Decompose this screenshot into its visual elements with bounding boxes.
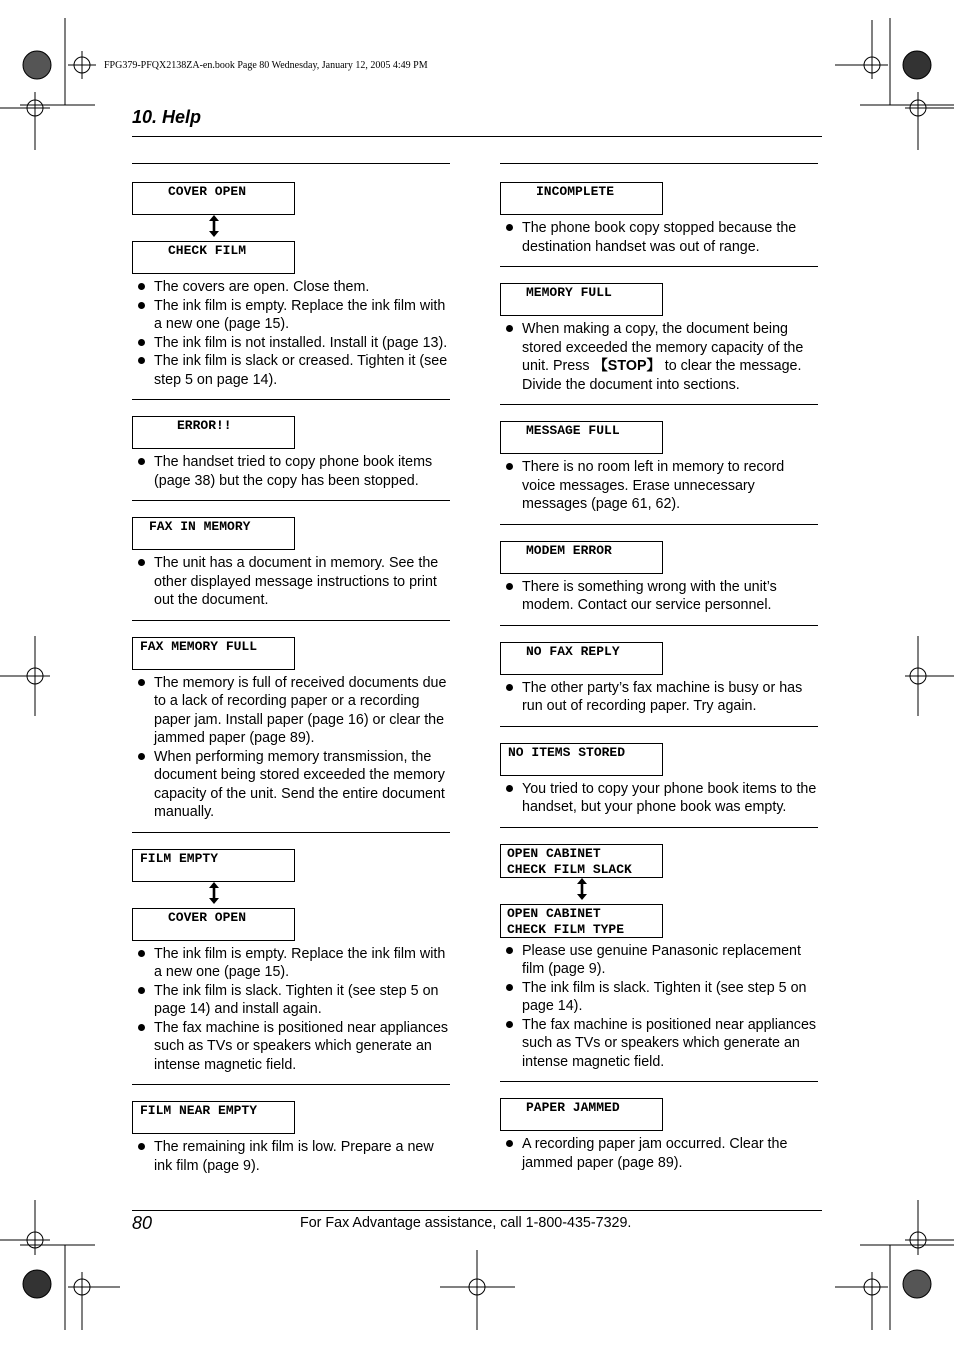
lcd-display [500, 283, 663, 316]
list-item: The ink film is empty. Replace the ink film with a new one (page 15). [132, 297, 452, 334]
section-paper-jammed [500, 1098, 820, 1172]
lcd-text-line: OPEN CABINET [507, 905, 601, 921]
lcd-text: MODEM ERROR [526, 542, 612, 558]
bullet-list [132, 945, 452, 1075]
lcd-display [500, 642, 663, 675]
section-separator [132, 163, 450, 164]
bullet-list [500, 942, 820, 1072]
bullet-list [500, 578, 820, 615]
section-fax-in-memory [132, 517, 452, 610]
up-down-arrow-icon [132, 882, 295, 908]
section-film-empty [132, 849, 452, 1075]
footer-rule [132, 1210, 822, 1211]
bullet-list [132, 674, 452, 822]
list-item: The unit has a document in memory. See the other displayed message instructions to print out the document. [132, 554, 452, 610]
bullet-list [500, 679, 820, 716]
stop-key-label: 【STOP】 [593, 358, 661, 374]
section-cover-open [132, 182, 452, 389]
lcd-display [132, 908, 295, 941]
section-separator [500, 726, 818, 727]
list-item: The ink film is slack. Tighten it (see step 5 on page 14) and install again. [132, 982, 452, 1019]
bullet-list [132, 453, 452, 490]
lcd-display [500, 182, 663, 215]
list-item: There is no room left in memory to record voice messages. Erase unnecessary messages (page 61, 62). [500, 458, 820, 514]
section-no-fax-reply [500, 642, 820, 716]
list-item: The memory is full of received documents due to a lack of recording paper or a recording paper jam. Install paper (page 16) or clear the jammed paper (page 89). [132, 674, 452, 748]
lcd-text: ERROR!! [177, 418, 232, 433]
lcd-text-line: CHECK FILM SLACK [507, 861, 632, 877]
bullet-list [500, 1135, 820, 1172]
file-info: FPG379-PFQX2138ZA-en.book Page 80 Wednesday, January 12, 2005 4:49 PM [104, 60, 428, 71]
lcd-display [500, 904, 663, 938]
list-item: The ink film is empty. Replace the ink film with a new one (page 15). [132, 945, 452, 982]
lcd-text: NO FAX REPLY [526, 643, 620, 659]
section-no-items-stored [500, 743, 820, 817]
lcd-display [500, 844, 663, 878]
list-item: The phone book copy stopped because the destination handset was out of range. [500, 219, 820, 256]
section-fax-memory-full [132, 637, 452, 822]
lcd-text: MEMORY FULL [526, 285, 612, 300]
lcd-display [132, 241, 295, 274]
section-separator [500, 266, 818, 267]
list-item: The fax machine is positioned near appliances such as TVs or speakers which generate an intense magnetic field. [132, 1019, 452, 1075]
up-down-arrow-icon [500, 878, 663, 904]
lcd-text: MESSAGE FULL [526, 423, 620, 438]
lcd-display [500, 541, 663, 574]
lcd-display [132, 849, 295, 882]
section-separator [132, 1084, 450, 1085]
section-separator [500, 524, 818, 525]
assistance-text: For Fax Advantage assistance, call 1-800-435-7329. [300, 1215, 632, 1231]
left-column [132, 163, 452, 1175]
lcd-text: INCOMPLETE [536, 184, 615, 199]
lcd-display [132, 517, 295, 550]
lcd-display [500, 421, 663, 454]
section-incomplete [500, 182, 820, 256]
list-item: The ink film is slack. Tighten it (see step 5 on page 14). [500, 979, 820, 1016]
list-item: You tried to copy your phone book items to the handset, but your phone book was empty. [500, 780, 820, 817]
section-separator [500, 827, 818, 828]
section-separator [500, 404, 818, 405]
lcd-text: FAX IN MEMORY [149, 519, 251, 534]
lcd-text: FILM NEAR EMPTY [140, 1103, 258, 1118]
section-error [132, 416, 452, 490]
list-item: When making a copy, the document being stored exceeded the memory capacity of the unit. Press 【STOP】 to clear the message. Divide the document into sections. [500, 320, 820, 394]
lcd-text: COVER OPEN [168, 184, 247, 199]
section-film-near-empty [132, 1101, 452, 1175]
lcd-display [132, 182, 295, 215]
lcd-text-line: CHECK FILM TYPE [507, 921, 625, 937]
list-item: The ink film is not installed. Install it (page 13). [132, 334, 452, 353]
lcd-display [500, 743, 663, 776]
lcd-display [500, 1098, 663, 1131]
bullet-list [132, 554, 452, 610]
section-modem-error [500, 541, 820, 615]
list-item: The ink film is slack or creased. Tighten it (see step 5 on page 14). [132, 352, 452, 389]
bullet-list [500, 219, 820, 256]
lcd-display [132, 637, 295, 670]
list-item: The fax machine is positioned near appliances such as TVs or speakers which generate an intense magnetic field. [500, 1016, 820, 1072]
list-item: There is something wrong with the unit’s modem. Contact our service personnel. [500, 578, 820, 615]
bullet-list [500, 458, 820, 514]
list-item: Please use genuine Panasonic replacement film (page 9). [500, 942, 820, 979]
section-separator [500, 1081, 818, 1082]
list-item: A recording paper jam occurred. Clear the jammed paper (page 89). [500, 1135, 820, 1172]
section-separator [132, 832, 450, 833]
lcd-display [132, 416, 295, 449]
lcd-display [132, 1101, 295, 1134]
section-title: 10. Help [132, 107, 202, 127]
page-number: 80 [132, 1213, 153, 1233]
section-message-full [500, 421, 820, 514]
section-separator [500, 625, 818, 626]
lcd-text: FAX MEMORY FULL [140, 638, 258, 654]
list-item: The remaining ink film is low. Prepare a new ink film (page 9). [132, 1138, 452, 1175]
section-memory-full [500, 283, 820, 394]
bullet-list [500, 320, 820, 394]
section-separator [132, 620, 450, 621]
list-item: The covers are open. Close them. [132, 278, 452, 297]
bullet-list [132, 278, 452, 389]
bullet-list [132, 1138, 452, 1175]
list-item: The handset tried to copy phone book items (page 38) but the copy has been stopped. [132, 453, 452, 490]
section-separator [132, 399, 450, 400]
right-column [500, 163, 820, 1172]
lcd-text: COVER OPEN [168, 909, 247, 925]
lcd-text: CHECK FILM [168, 243, 247, 258]
lcd-text-line: OPEN CABINET [507, 845, 601, 861]
list-item: When performing memory transmission, the document being stored exceeded the memory capacity of the unit. Send the entire document manually. [132, 748, 452, 822]
lcd-text: PAPER JAMMED [526, 1100, 620, 1115]
section-open-cabinet [500, 844, 820, 1072]
header-rule [132, 136, 822, 137]
bullet-list [500, 780, 820, 817]
lcd-text: NO ITEMS STORED [508, 744, 626, 760]
section-separator [500, 163, 818, 164]
section-separator [132, 500, 450, 501]
lcd-text: FILM EMPTY [140, 850, 219, 866]
list-item: The other party’s fax machine is busy or has run out of recording paper. Try again. [500, 679, 820, 716]
up-down-arrow-icon [132, 215, 295, 241]
